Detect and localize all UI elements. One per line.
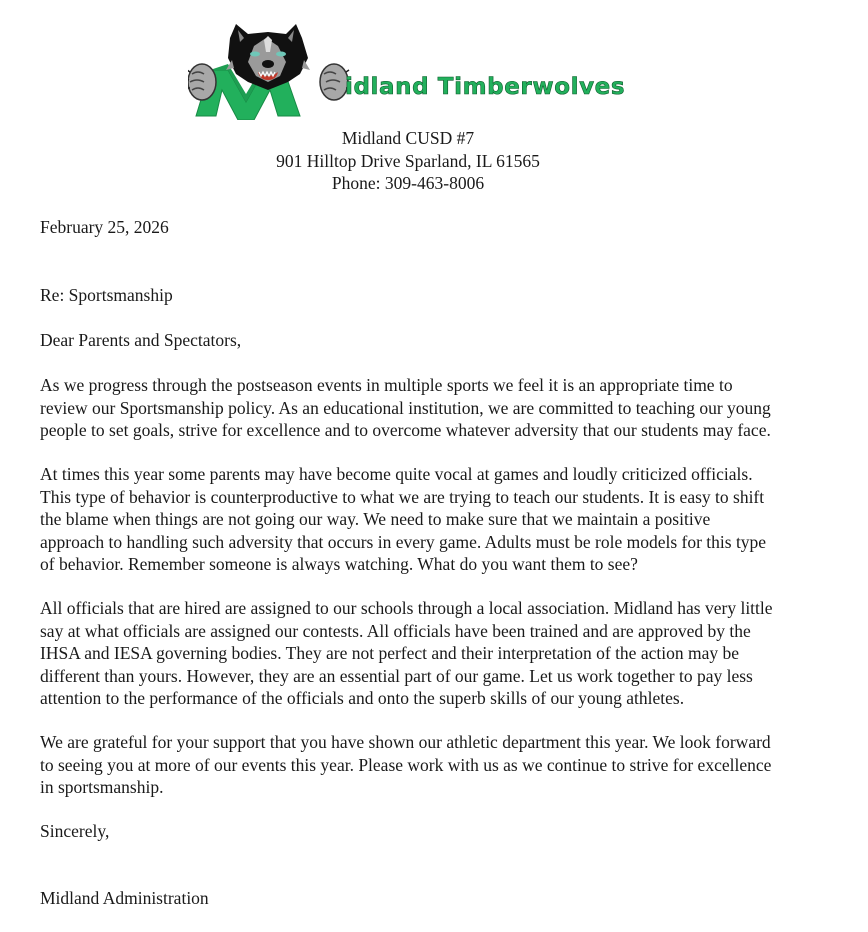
paragraph-line: say at what officials are assigned our contests. All officials have been trained and are approved by the [40,620,751,641]
paragraph-line: of behavior. Remember someone is always watching. What do you want them to see? [40,554,638,574]
paragraph-line: in sportsmanship. [40,777,164,797]
paragraph-line: All officials that are hired are assigned to our schools through a local association. Midland has very little [40,598,773,618]
org-address: 901 Hilltop Drive Sparland, IL 61565 [276,150,540,171]
letter-paragraph-1 [40,374,840,442]
paragraph-line: attention to the performance of the officials and onto the superb skills of our young athletes. [40,688,685,708]
letter-paragraph-2 [40,463,840,576]
paragraph-line: different than yours. However, they are an essential part of our game. Let us work together to pay less [40,665,753,686]
letter-salutation: Dear Parents and Spectators, [40,330,242,350]
letter-paragraph-3 [40,597,840,710]
paragraph-line: As we progress through the postseason events in multiple sports we feel it is an appropriate time to [40,375,733,395]
paragraph-line: We are grateful for your support that you have shown our athletic department this year. We look forward [40,732,771,752]
paragraph-line: the blame when things are not going our way. We need to make sure that we maintain a positive [40,509,711,529]
letter-paragraph-4 [40,731,840,799]
paragraph-line: approach to handling such adversity that occurs in every game. Adults must be role models for this type [40,531,767,552]
letter-subject: Re: Sportsmanship [40,285,173,305]
paragraph-line: to seeing you at more of our events this year. Please work with us as we continue to strive for excellence [40,754,772,775]
wolf-m-mascot-icon [188,24,358,120]
paragraph-line: review our Sportsmanship policy. As an educational institution, we are committed to teaching our young [40,397,771,418]
paragraph-line: people to set goals, strive for excellence and to overcome whatever adversity that our students may face. [40,420,771,440]
letter-signature: Midland Administration [40,888,209,908]
org-phone: Phone: 309-463-8006 [331,173,485,193]
paragraph-line: This type of behavior is counterproductive to what we are trying to teach our students. It is easy to shift [40,486,765,507]
letter-closing: Sincerely, [40,821,110,841]
letterhead [0,127,816,195]
logo-wordmark: idland Timberwolves [345,74,626,100]
letter-date: February 25, 2026 [40,217,169,237]
school-logo [188,24,638,120]
paragraph-line: IHSA and IESA governing bodies. They are not perfect and their interpretation of the action may be [40,643,739,663]
paragraph-line: At times this year some parents may have become quite vocal at games and loudly criticized officials. [40,464,753,484]
org-name: Midland CUSD #7 [341,128,475,148]
